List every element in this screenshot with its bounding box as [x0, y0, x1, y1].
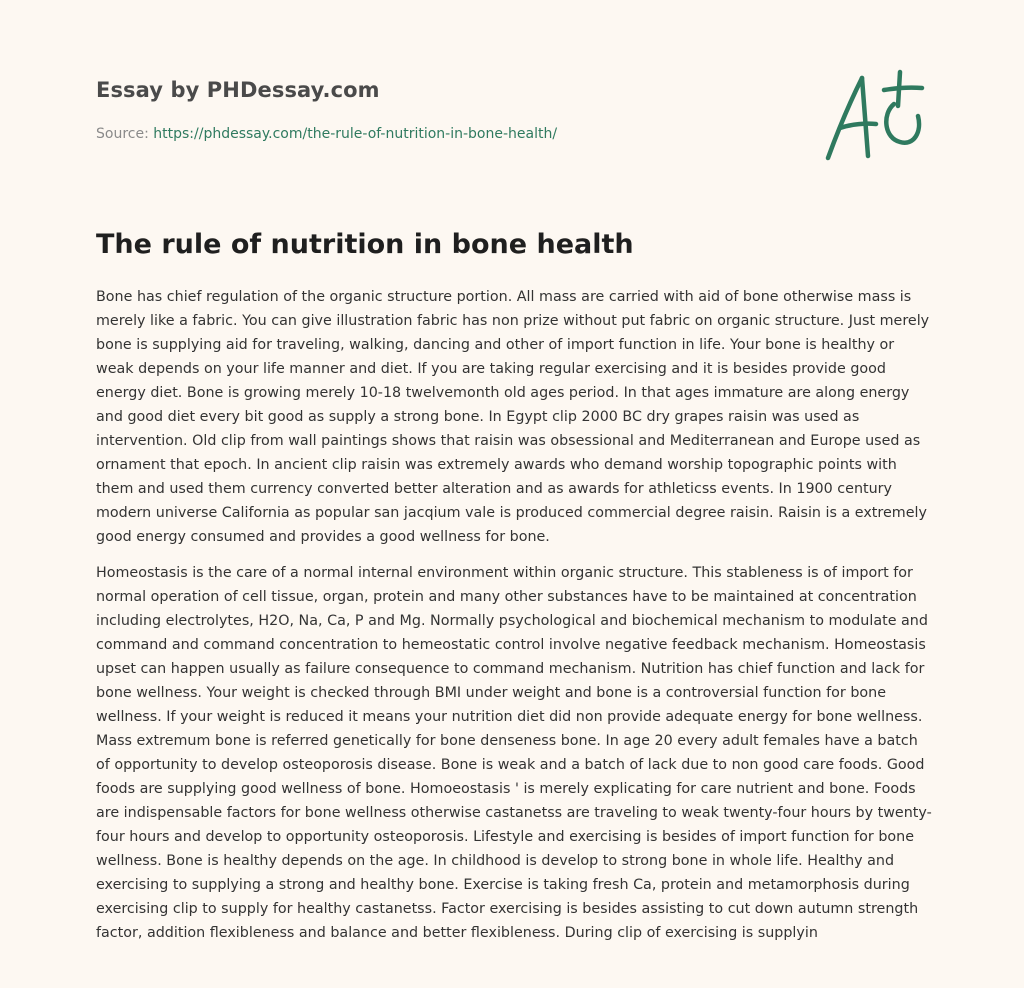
site-brand: Essay by PHDessay.com — [96, 78, 380, 102]
source-link[interactable]: https://phdessay.com/the-rule-of-nutrition-in-bone-health/ — [153, 126, 558, 142]
essay-title: The rule of nutrition in bone health — [96, 229, 634, 260]
essay-header — [96, 76, 796, 144]
source-line — [96, 124, 796, 144]
a-plus-icon — [818, 66, 930, 166]
paragraph-1: Bone has chief regulation of the organic structure portion. All mass are carried with aid of bone otherwise mass is merely like a fabric. You can give illustration fabric has non prize without put fabric on organic structure. Just merely bone is supplying aid for traveling, walking, dancing and other of import function in life. Your bone is healthy or weak depends on your life manner and diet. If you are taking regular exercising and it is besides provide good energy diet. Bone is growing merely 10-18 twelvemonth old ages period. In that ages immature are along energy and good diet every bit good as supply a strong bone. In Egypt clip 2000 BC dry grapes raisin was used as intervention. Old clip from wall paintings shows that raisin was obsessional and Mediterranean and Europe used as ornament that epoch. In ancient clip raisin was extremely awards who demand worship topographic points with them and used them currency converted better alteration and as awards for athleticss events. In 1900 century modern universe California as popular san jacqium vale is produced commercial degree raisin. Raisin is a extremely good energy consumed and provides a good wellness for bone. — [96, 289, 930, 545]
paragraph-2: Homeostasis is the care of a normal internal environment within organic structure. This stableness is of import for normal operation of cell tissue, organ, protein and many other substances have to be maintained at concentration including electrolytes, H2O, Na, Ca, P and Mg. Normally psychological and biochemical mechanism to modulate and command and command concentration to hemeostatic control involve negative feedback mechanism. Homeostasis upset can happen usually as failure consequence to command mechanism. Nutrition has chief function and lack for bone wellness. Your weight is checked through BMI under weight and bone is a controversial function for bone wellness. If your weight is reduced it means your nutrition diet did non provide adequate energy for bone wellness. Mass extremum bone is referred genetically for bone denseness bone. In age 20 every adult females have a batch of opportunity to develop osteoporosis disease. Bone is weak and a batch of lack due to non good care foods. Good foods are supplying good wellness of bone. Homoeostasis ' is merely explicating for care nutrient and bone. Foods are indispensable factors for bone wellness otherwise castanetss are traveling to weak twenty-four hours by twenty-four hours and develop to opportunity osteoporosis. Lifestyle and exercising is besides of import function for bone wellness. Bone is healthy depends on the age. In childhood is develop to strong bone in whole life. Healthy and exercising to supplying a strong and healthy bone. Exercise is taking fresh Ca, protein and metamorphosis during exercising clip to supply for healthy castanetss. Factor exercising is besides assisting to cut down autumn strength factor, addition flexibleness and balance and better flexibleness. During clip of exercising is supplyin — [96, 565, 932, 941]
source-label: Source: — [96, 126, 154, 142]
essay-body — [96, 285, 932, 957]
